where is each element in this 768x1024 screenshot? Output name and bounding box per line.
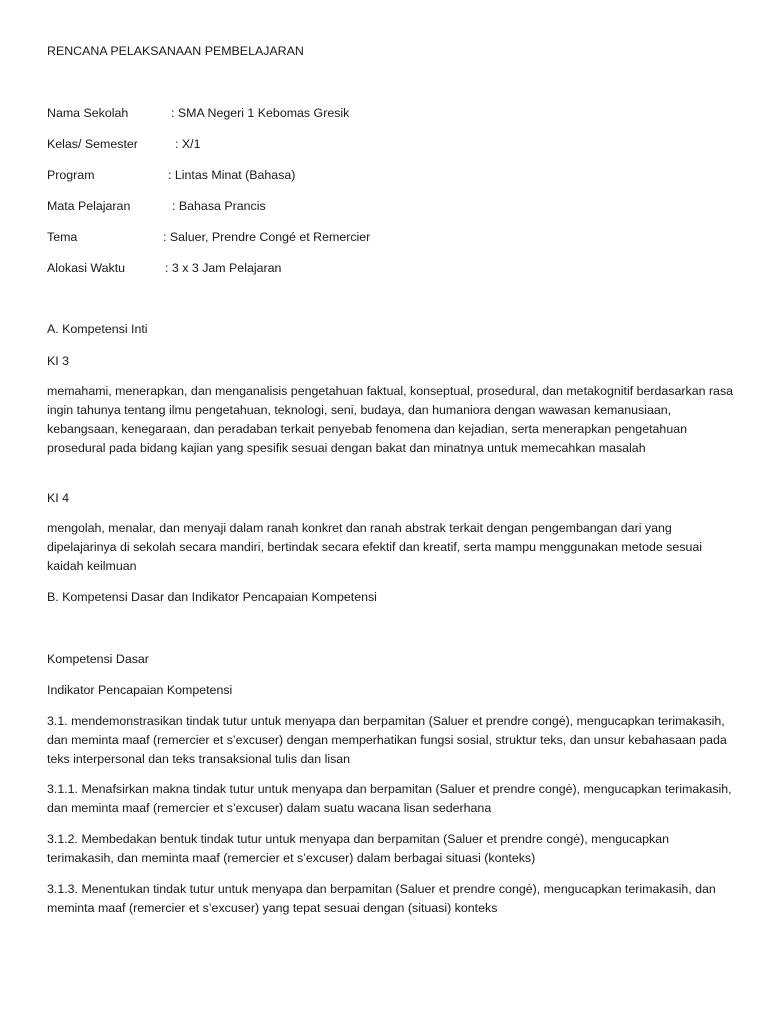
identity-label-school: Nama Sekolah: [47, 106, 129, 120]
ki4-text: mengolah, menalar, dan menyaji dalam ranah konkret dan ranah abstrak terkait dengan pengembangan dari yang dipelajarinya di sekolah secara mandiri, bertindak secara efektif dan kreatif, serta mampu menggunakan metode sesuai kaidah keilmuan: [47, 521, 702, 573]
ipk-3-1-1-text: 3.1.1. Menafsirkan makna tindak tutur untuk menyapa dan berpamitan (Saluer et prendre congė), mengucapkan terimakasih, dan meminta maaf (remercier et s’excuser) dalam suatu wacana lisan sederhana: [47, 782, 732, 815]
ki4-heading: KI 4: [47, 491, 70, 505]
identity-value-theme: : Saluer, Prendre Congé et Remercier: [163, 230, 371, 244]
identity-value-program: : Lintas Minat (Bahasa): [168, 168, 296, 182]
identity-label-time: Alokasi Waktu: [47, 261, 126, 275]
section-b-heading: B. Kompetensi Dasar dan Indikator Pencapaian Kompetensi: [47, 590, 377, 604]
ipk-heading: Indikator Pencapaian Kompetensi: [47, 683, 233, 697]
identity-label-theme: Tema: [47, 230, 78, 244]
identity-label-class: Kelas/ Semester: [47, 137, 138, 151]
ipk-3-1-2-text: 3.1.2. Membedakan bentuk tindak tutur untuk menyapa dan berpamitan (Saluer et prendre congė), mengucapkan terimakasih, dan meminta maaf (remercier et s’excuser) dalam berbagai situasi (konteks): [47, 832, 669, 865]
document-title: RENCANA PELAKSANAAN PEMBELAJARAN: [47, 44, 304, 58]
ipk-3-1-3-text: 3.1.3. Menentukan tindak tutur untuk menyapa dan berpamitan (Saluer et prendre congė), mengucapkan terimakasih, dan meminta maaf (remercier et s’excuser) yang tepat sesuai dengan (situasi) konteks: [47, 882, 716, 915]
identity-value-time: : 3 x 3 Jam Pelajaran: [165, 261, 282, 275]
identity-value-subject: : Bahasa Prancis: [172, 199, 266, 213]
kd-heading: Kompetensi Dasar: [47, 652, 149, 666]
identity-label-subject: Mata Pelajaran: [47, 199, 131, 213]
kd-3-1-text: 3.1. mendemonstrasikan tindak tutur untuk menyapa dan berpamitan (Saluer et prendre congė), mengucapkan terimakasih, dan meminta maaf (remercier et s’excuser) dengan memperhatikan fungsi sosial, struktur teks, dan unsur kebahasaan pada teks interpersonal dan teks transaksional tulis dan lisan: [47, 714, 727, 766]
identity-value-school: : SMA Negeri 1 Kebomas Gresik: [171, 106, 350, 120]
identity-value-class: : X/1: [175, 137, 201, 151]
ki3-text: memahami, menerapkan, dan menganalisis pengetahuan faktual, konseptual, prosedural, dan metakognitif berdasarkan rasa ingin tahunya tentang ilmu pengetahuan, teknologi, seni, budaya, dan humaniora dengan wawasan kemanusiaan, kebangsaan, kenegaraan, dan peradaban terkait penyebab fenomena dan kejadian, serta menerapkan pengetahuan prosedural pada bidang kajian yang spesifik sesuai dengan bakat dan minatnya untuk memecahkan masalah: [47, 384, 734, 455]
section-a-heading: A. Kompetensi Inti: [47, 322, 148, 336]
ki3-heading: KI 3: [47, 354, 70, 368]
identity-label-program: Program: [47, 168, 95, 182]
